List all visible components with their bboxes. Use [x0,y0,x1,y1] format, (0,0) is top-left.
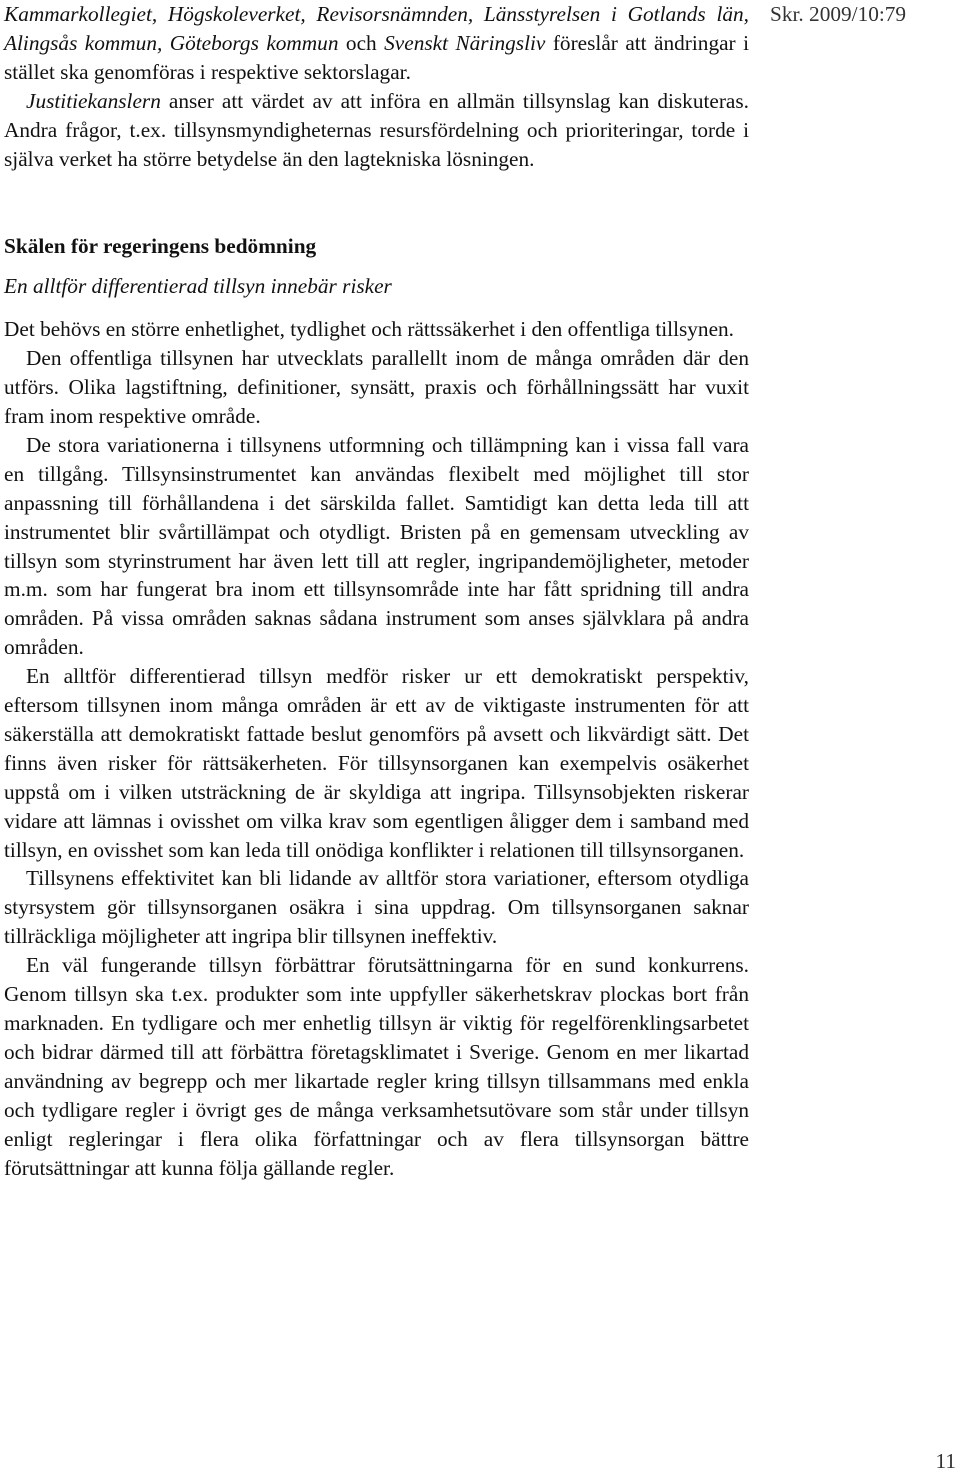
body-paragraph-4: En alltför differentierad tillsyn medför risker ur ett demokratiskt perspektiv, eftersom tillsynen inom många områden är ett av de viktigaste instrumenten för att säkerställa att demokratiskt fattade beslut genomförs på avsett och likvärdigt sätt. Det finns även risker för rättsäkerheten. För tillsynsorganen kan exempelvis osäkerhet uppstå om i vilken utsträckning de är skyldiga att ingripa. Tillsynsobjekten riskerar vidare att lämnas i ovisshet om vilka krav som egentligen åligger dem i samband med tillsyn, en ovisshet som kan leda till onödiga konflikter i relationen till tillsynsorganen. [4,664,749,862]
referral-body-justitiekanslern: Justitiekanslern [26,88,161,113]
body-paragraph-2: Den offentliga tillsynen har utvecklats parallellt inom de många områden där den utförs. Olika lagstiftning, definitioner, synsätt, praxis och förhållningssätt har vuxit fram inom respektive område. [4,346,749,428]
justitiekanslern-opinion: anser att värdet av att införa en allmän tillsynslag kan diskuteras. Andra frågor, t.ex. tillsynsmyndigheternas resursfördelning och prioriteringar, torde i själva verket ha större betydelse än den lagtekniska lösningen. [4,88,749,171]
body-paragraph-5: Tillsynens effektivitet kan bli lidande av alltför stora variationer, eftersom otydliga styrsystem gör tillsynsorganen osäkra i sina uppdrag. Om tillsynsorganen saknar tillräckliga möjligheter att ingripa blir tillsynen ineffektiv. [4,866,749,949]
referral-bodies-connector: och [338,30,385,55]
body-paragraph-1: Det behövs en större enhetlighet, tydlighet och rättssäkerhet i den offentliga tillsynen. [4,317,735,342]
section-subheading: En alltför differentierad tillsyn innebär risker [4,274,392,299]
page-body [4,0,749,1182]
referral-bodies-proposal: föreslår att ändringar i stället ska genomföras i respektive sektorslagar. [4,30,750,84]
section-heading: Skälen för regeringens bedömning [4,234,317,259]
referral-body-svenskt-naringsliv: Svenskt Näringsliv [384,30,546,55]
intro-paragraph-justitiekanslern [4,87,749,174]
page-number: 11 [935,1449,956,1473]
intro-paragraph-referral-bodies [4,0,749,87]
referral-bodies-names: Kammarkollegiet, Högskoleverket, Revisorsnämnden, Länsstyrelsen i Gotlands län, Alingsås kommun, Göteborgs kommun [4,2,749,55]
document-reference: Skr. 2009/10:79 [770,2,907,26]
body-paragraph-3: De stora variationerna i tillsynens utformning och tillämpning kan i vissa fall vara en tillgång. Tillsynsinstrumentet kan användas flexibelt med möjlighet till stor anpassning till förhållandena i det särskilda fallet. Samtidigt kan detta leda till att instrumentet blir svårtillämpat och otydligt. Bristen på en gemensam utveckling av tillsyn som styrinstrument har även lett till att regler, ingripandemöjligheter, metoder m.m. som har fungerat bra inom ett tillsynsområde inte har fått spridning till andra områden. På vissa områden saknas sådana instrument som anses självklara på andra områden. [4,432,749,660]
body-paragraph-6: En väl fungerande tillsyn förbättrar förutsättningarna för en sund konkurrens. Genom tillsyn ska t.ex. produkter som inte uppfyller säkerhetskrav plockas bort från marknaden. En tydligare och mer enhetlig tillsyn är viktig för regelförenklingsarbetet och bidrar därmed till att förbättra företagsklimatet i Sverige. Genom en mer likartad användning av begrepp och mer likartade regler kring tillsyn tillsammans med enkla och tydligare regler i övrigt ges de många verksamhetsutövare som står under tillsyn enligt regleringar i flera olika författningar och av flera tillsynsorgan bättre förutsättningar att kunna följa gällande regler. [4,953,749,1180]
